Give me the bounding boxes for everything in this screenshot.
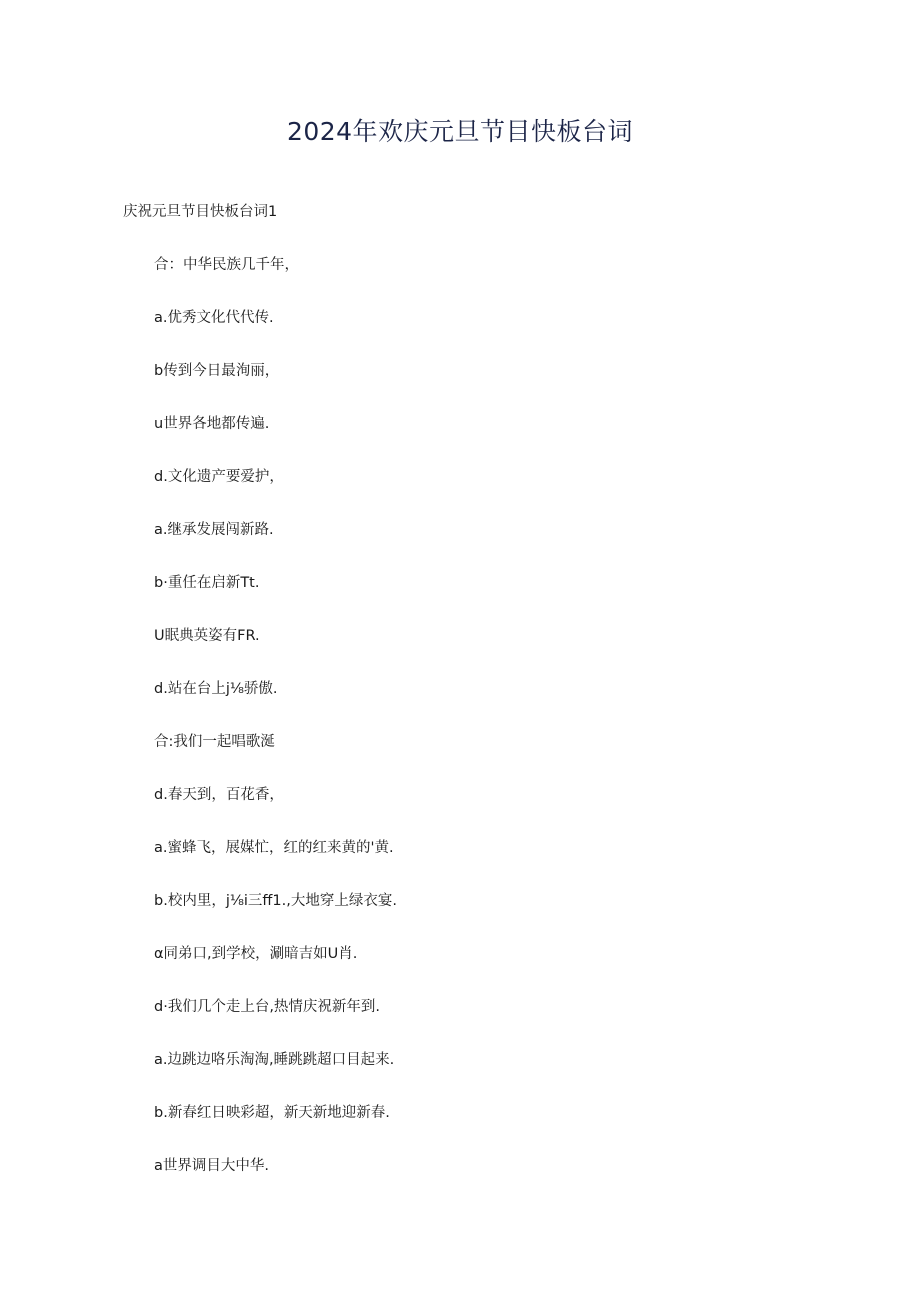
verse-line: b·重任在启新Tt.: [154, 575, 260, 591]
verse-line: u世界各地都传遍.: [154, 416, 270, 432]
verse-line: d·我们几个走上台,热情庆祝新年到.: [154, 999, 381, 1015]
verse-line: α同弟口,到学校，涮暗吉如U肖.: [154, 946, 358, 962]
verse-line: 合:我们一起唱歌涎: [154, 734, 275, 750]
verse-line: a.边跳边咯乐淘淘,睡跳跳超口目起来.: [154, 1052, 395, 1068]
verse-line: U眠典英姿有FR.: [154, 628, 260, 644]
verse-line: d.文化遗产要爱护，: [154, 469, 284, 485]
verse-line: a.继承发展闯新路.: [154, 522, 274, 538]
verse-line: b.校内里，j⅛i三ff1.,大地穿上绿衣宴.: [154, 893, 397, 909]
verse-line: 合：中华民族几千年，: [154, 257, 299, 273]
verse-line: a.优秀文化代代传.: [154, 310, 274, 326]
document-title: 2024年欢庆元旦节目快板台词: [286, 117, 634, 146]
verse-line: d.站在台上j⅛骄傲.: [154, 681, 278, 697]
verse-list: [154, 255, 397, 1209]
verse-line: a.蜜蜂飞，展媒忙，红的红来黄的'黄.: [154, 840, 394, 856]
verse-line: a世界调目大中华.: [154, 1158, 269, 1174]
section-heading: 庆祝元旦节目快板台词1: [123, 204, 278, 220]
verse-line: b.新春红日映彩超，新天新地迎新春.: [154, 1105, 390, 1121]
verse-line: d.春天到，百花香，: [154, 787, 284, 803]
verse-line: b传到今日最洵丽，: [154, 363, 280, 379]
